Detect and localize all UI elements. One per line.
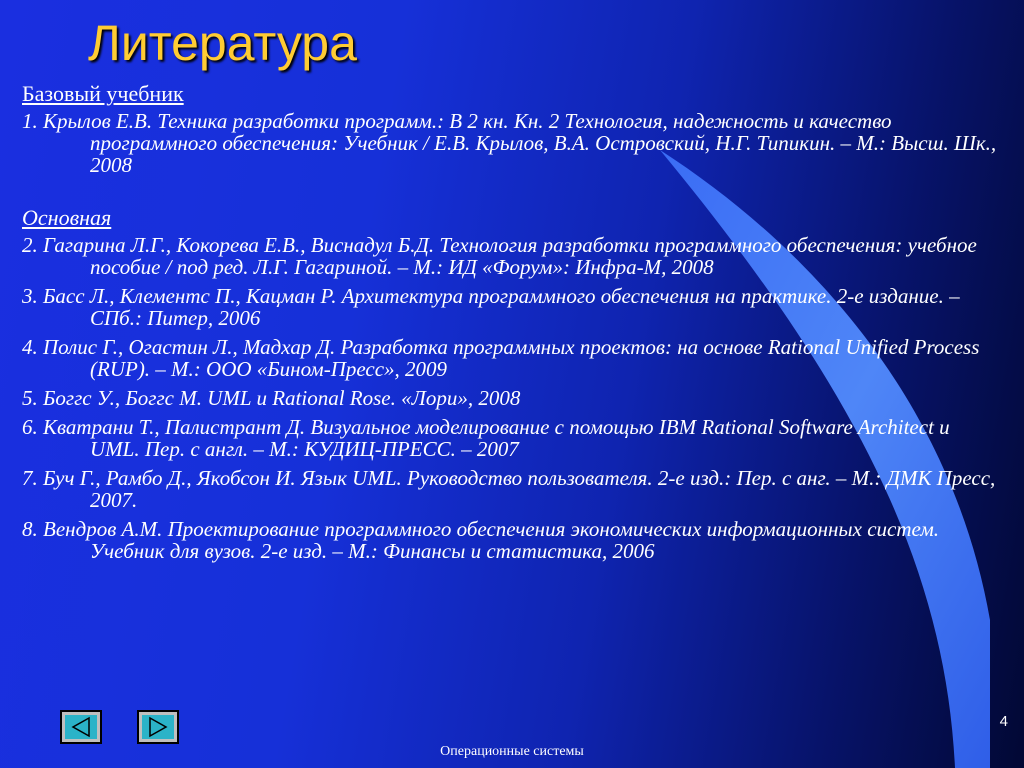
prev-slide-button[interactable]: [60, 710, 102, 744]
page-number: 4: [999, 713, 1008, 730]
arrow-right-icon: [146, 716, 170, 738]
section-heading-basic: Базовый учебник: [22, 81, 184, 106]
arrow-left-icon: [69, 716, 93, 738]
bibliography: [22, 82, 1002, 569]
next-slide-button[interactable]: [137, 710, 179, 744]
list-item: 6. Кватрани Т., Палистрант Д. Визуальное моделирование с помощью IBM Rational Software Architect и UML. Пер. с англ. – М.: КУДИЦ-ПРЕСС. – 2007: [22, 415, 950, 461]
section-heading-main: Основная: [22, 205, 112, 230]
list-item: 1. Крылов Е.В. Техника разработки программ.: В 2 кн. Кн. 2 Технология, надежность и качество программного обеспечения: Учебник / Е.В. Крылов, В.А. Островский, Н.Г. Типикин. – М.: Высш. Шк., 2008: [22, 109, 997, 177]
list-item: 7. Буч Г., Рамбо Д., Якобсон И. Язык UML. Руководство пользователя. 2-е изд.: Пер. с анг. – М.: ДМК Пресс, 2007.: [22, 466, 996, 512]
page-title: Литература: [88, 15, 357, 71]
footer-text: Операционные системы: [440, 744, 584, 759]
list-item: 4. Полис Г., Огастин Л., Мадхар Д. Разработка программных проектов: на основе Rational Unified Process (RUP). – М.: ООО «Бином-Пресс», 2009: [22, 335, 980, 381]
list-item: 5. Боггс У., Боггс М. UML и Rational Rose. «Лори», 2008: [22, 386, 521, 410]
list-item: 2. Гагарина Л.Г., Кокорева Е.В., Виснадул Б.Д. Технология разработки программного обеспечения: учебное пособие / под ред. Л.Г. Гагариной. – М.: ИД «Форум»: Инфра-М, 2008: [22, 233, 977, 279]
list-item: 3. Басс Л., Клементс П., Кацман Р. Архитектура программного обеспечения на практике. 2-е издание. – СПб.: Питер, 2006: [22, 284, 960, 330]
list-item: 8. Вендров А.М. Проектирование программного обеспечения экономических информационных систем. Учебник для вузов. 2-е изд. – М.: Финансы и статистика, 2006: [22, 517, 939, 563]
